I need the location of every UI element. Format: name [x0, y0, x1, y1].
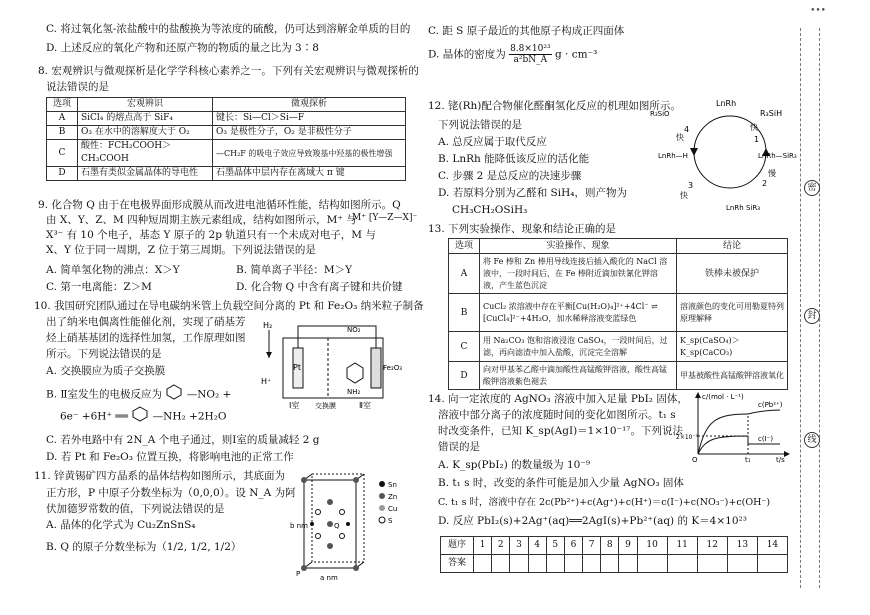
answer-cell[interactable] [619, 555, 637, 573]
cycle-product: R₃SiO [650, 110, 670, 118]
q9-option-a: A. 简单氢化物的沸点：X＞Y [46, 264, 180, 276]
q8-cell: A [47, 112, 78, 126]
q8-h0: 选项 [47, 98, 78, 112]
q11-b-frac: 1/2, 1/2, 1/2 [166, 541, 231, 553]
answer-cell[interactable] [510, 555, 528, 573]
answer-input-row [441, 555, 788, 573]
q13-cell: 用 Na₂CO₃ 饱和溶液浸泡 CaSO₄，一段时间后，过滤，再向滤渣中加入盐酸，沉淀完全溶解 [480, 332, 677, 362]
graph-xlabel: t/s [776, 456, 785, 464]
q12-stem-1: 12. 铑(Rh)配合物催化醛酮氢化反应的机理如图所示。 [428, 100, 681, 112]
q13-cell: 溶液颜色的变化可用勒夏特列原理解释 [677, 294, 788, 332]
table-row [47, 140, 406, 167]
legend-sn: Sn [388, 481, 397, 489]
table-row [449, 294, 788, 332]
q8-cell: 键长：Si—Cl＞Si—F [213, 112, 406, 126]
answer-num: 4 [528, 537, 546, 555]
q12-stem-2: 下列说法错误的是 [438, 119, 522, 131]
q11-d-text: D. 晶体的密度为 [428, 48, 506, 61]
table-row [449, 332, 788, 362]
answer-table [440, 536, 788, 573]
q13-header-row [449, 239, 788, 254]
answer-num: 2 [492, 537, 510, 555]
answer-cell[interactable] [546, 555, 564, 573]
q10-stem-4: 所示。下列说法错误的是 [46, 348, 162, 360]
q9-structure: M⁺ [Y—Z—X]⁻ [352, 213, 418, 223]
legend-cu: Cu [388, 505, 398, 513]
q12-option-c: C. 步骤 2 是总反应的决速步骤 [438, 170, 582, 182]
cycle-fast-3: 快 [676, 133, 684, 142]
q11-option-d [428, 44, 597, 65]
q8-cell: SiCl₄ 的熔点高于 SiF₄ [78, 112, 213, 126]
q9-stem-4: X、Y 位于同一周期，Z 位于第三周期。下列说法错误的是 [46, 244, 316, 256]
q11-crystal-diagram [290, 472, 410, 587]
q9-option-d: D. 化合物 Q 中含有离子键和共价键 [236, 281, 403, 293]
q11-stem-1: 11. 锌黄锡矿四方晶系的晶体结构如图所示，其底面为 [34, 470, 286, 482]
q8-header-row [47, 98, 406, 112]
q10-option-c: C. 若外电路中有 2N_A 个电子通过，则Ⅰ室的质量减轻 2 g [46, 434, 320, 446]
q10-option-b-2 [60, 406, 226, 427]
table-row [449, 362, 788, 390]
q14-option-a: A. K_sp(PbI₂) 的数量级为 10⁻⁹ [438, 459, 591, 471]
graph-pb-label: c(Pb²⁺) [758, 401, 783, 409]
fig-pt-label: Pt [293, 363, 301, 372]
q11-option-b: B. Q 的原子分数坐标为（1/2, 1/2, 1/2） [46, 541, 242, 553]
legend-s: S [388, 517, 393, 525]
answer-num: 12 [697, 537, 727, 555]
fig-p-label: P [296, 570, 301, 578]
answer-num: 5 [546, 537, 564, 555]
q8-cell: 酸性：FCH₂COOH＞CH₃COOH [78, 140, 213, 167]
seal-char-mi: 密 [804, 180, 820, 196]
q10-option-b-1 [46, 384, 231, 405]
cycle-rh-si: LnRh—SiR₃ [758, 152, 797, 160]
q11-option-a: A. 晶体的化学式为 Cu₂ZnSnS₄ [46, 519, 196, 531]
density-fraction [509, 44, 552, 65]
q10-option-d: D. 若 Pt 和 Fe₂O₃ 位置互换，将影响电池的正常工作 [46, 451, 294, 463]
q13-cell: 向对甲基苯乙醛中滴加酸性高锰酸钾溶液，酸性高锰酸钾溶液紫色褪去 [480, 362, 677, 390]
seal-char-xian: 线 [804, 432, 820, 448]
answer-num: 7 [583, 537, 601, 555]
q13-cell: 甲基被酸性高锰酸钾溶液氧化 [677, 362, 788, 390]
benzene-ring-icon [131, 406, 149, 427]
fig-no2-label: NO₂ [347, 326, 361, 334]
q11-stem-2: 正方形，P 中原子分数坐标为（0,0,0）。设 N_A 为阿 [46, 487, 296, 499]
answer-row2-label: 答案 [441, 555, 474, 573]
q10-stem-3: 烃上硝基基团的选择性加氢，工作原理如图 [46, 332, 246, 344]
q10-cell-diagram [255, 318, 415, 410]
answer-cell[interactable] [667, 555, 697, 573]
q10-stem-2: 出了纳米电偶离性能催化剂，实现了硝基芳 [46, 316, 246, 328]
seal-char-feng: 封 [804, 308, 820, 324]
fig-room2-label: Ⅱ室 [359, 401, 371, 410]
fig-membrane-label: 交换膜 [315, 402, 336, 410]
q8-stem-2: 说法错误的是 [46, 81, 109, 93]
q12-option-b: B. LnRh 能降低该反应的活化能 [438, 153, 590, 165]
legend-zn: Zn [388, 493, 398, 501]
answer-cell[interactable] [637, 555, 667, 573]
answer-cell[interactable] [601, 555, 619, 573]
q8-cell: C [47, 140, 78, 167]
answer-cell[interactable] [757, 555, 787, 573]
q13-h1: 实验操作、现象 [480, 239, 677, 254]
q14-stem-4: 错误的是 [438, 441, 480, 453]
fig-fe2o3-label: Fe₂O₃ [383, 364, 403, 372]
q12-cycle-diagram [650, 88, 797, 216]
answer-number-row [441, 537, 788, 555]
q8-h2: 微观探析 [213, 98, 406, 112]
q12-option-d-2: CH₃CH₂OSiH₃ [452, 204, 528, 216]
cycle-bottom-sir3: SiR₃ [746, 204, 761, 212]
graph-origin: O [692, 456, 698, 464]
table-row [449, 254, 788, 294]
answer-row1-label: 题序 [441, 537, 474, 555]
q9-stem-1: 9. 化合物 Q 由于在电极界面形成膜从而改进电池循环性能，结构如图所示。Q [38, 199, 401, 211]
q14-option-d: D. 反应 PbI₂(s)+2Ag⁺(aq)══2AgI(s)+Pb²⁺(aq) 的 K＝4×10²³ [438, 515, 747, 527]
q8-cell: —CH₂F 的吸电子效应导致羧基中羟基的极性增强 [213, 140, 406, 167]
q14-option-c: C. t₁ s 时，溶液中存在 2c(Pb²⁺)+c(Ag⁺)+c(H⁺)＝c(I⁻)+c(NO₃⁻)+c(OH⁻) [438, 497, 771, 508]
q8-cell: O₃ 在水中的溶解度大于 O₂ [78, 126, 213, 140]
q12-option-d-1: D. 若原料分别为乙醛和 SiH₄，则产物为 [438, 187, 627, 199]
q13-cell: 将 Fe 棒和 Zn 棒用导线连接后插入酸化的 NaCl 溶液中，一段时间后，在 Fe 棒附近滴加铁氰化钾溶液，产生蓝色沉淀 [480, 254, 677, 294]
cycle-lnrh-h: LnRh—H [658, 152, 688, 160]
answer-cell[interactable] [727, 555, 757, 573]
cycle-fast-2: 快 [680, 191, 688, 200]
q11-option-c: C. 距 S 原子最近的其他原子构成正四面体 [428, 25, 625, 37]
q14-stem-2: 溶液中部分离子的浓度随时间的变化如图所示。t₁ s [438, 409, 676, 421]
q13-h2: 结论 [677, 239, 788, 254]
q12-option-a: A. 总反应属于取代反应 [438, 136, 547, 148]
answer-num: 3 [510, 537, 528, 555]
prev-option-c: C. 将过氧化氢-浓盐酸中的盐酸换为等浓度的硫酸，仍可达到溶解金单质的目的 [46, 23, 411, 35]
answer-cell[interactable] [564, 555, 582, 573]
answer-num: 10 [637, 537, 667, 555]
fig-hplus-label: H⁺ [261, 377, 272, 386]
fig-b-label: b nm [290, 522, 308, 530]
cycle-slow: 慢 [768, 169, 776, 178]
q8-h1: 宏观辨识 [78, 98, 213, 112]
q13-cell: A [449, 254, 480, 294]
fig-room1-label: Ⅰ室 [289, 401, 300, 410]
answer-num: 13 [727, 537, 757, 555]
q9-option-c: C. 第一电离能：Z＞M [46, 281, 152, 293]
benzene-ring-icon [165, 384, 183, 405]
q8-cell: B [47, 126, 78, 140]
q9-option-b: B. 简单离子半径：M＞Y [236, 264, 353, 276]
graph-ylabel: c/(mol · L⁻¹) [702, 393, 744, 401]
cycle-step1: 1 [754, 135, 760, 144]
table-row [47, 126, 406, 140]
q10-b-nitro: —NO₂ + [186, 388, 232, 401]
prev-option-d: D. 上述反应的氧化产物和还原产物的物质的量之比为 3∶8 [46, 42, 319, 54]
q13-cell: C [449, 332, 480, 362]
cycle-fast: 快 [750, 123, 758, 132]
q13-cell: D [449, 362, 480, 390]
cycle-lnrh-top: LnRh [716, 99, 737, 108]
answer-num: 14 [757, 537, 787, 555]
answer-num: 11 [667, 537, 697, 555]
fig-nh2-label: NH₂ [347, 388, 361, 396]
answer-num: 8 [601, 537, 619, 555]
density-denominator: a²bN_A [513, 55, 548, 65]
q8-cell: D [47, 167, 78, 181]
q10-b-text: B. Ⅱ室发生的电极反应为 [46, 388, 163, 401]
density-numerator: 8.8×10²³ [510, 44, 551, 54]
cycle-step2: 2 [762, 179, 768, 188]
q8-stem-1: 8. 宏观辨识与微观探析是化学学科核心素养之一。下列有关宏观辨识与微观探析的 [38, 65, 419, 77]
q13-h0: 选项 [449, 239, 480, 254]
q8-cell: O₃ 是极性分子，O₂ 是非极性分子 [213, 126, 406, 140]
q9-stem-2: 由 X、Y、Z、M 四种短周期主族元素组成，结构如图所示，M⁺ 与 [46, 214, 357, 226]
graph-i-label: c(I⁻) [758, 435, 774, 443]
answer-cell[interactable] [474, 555, 492, 573]
q10-b-eq: 6e⁻ +6H⁺ ══ [60, 410, 128, 423]
q10-option-a: A. 交换膜应为质子交换膜 [46, 365, 166, 377]
answer-num: 9 [619, 537, 637, 555]
cycle-step3: 3 [688, 181, 694, 190]
q13-table [448, 238, 788, 390]
cycle-bottom-lnrh: LnRh [726, 204, 744, 212]
page-marks: ••• [810, 6, 826, 16]
q9-stem-3: X³⁻ 有 10 个电子，基态 Y 原子的 2p 轨道只有一个未成对电子，M 与 [46, 229, 376, 241]
table-row [47, 167, 406, 181]
answer-num: 6 [564, 537, 582, 555]
q13-cell: CuCl₂ 浓溶液中存在平衡[Cu(H₂O)₄]²⁺+4Cl⁻ ⇌ [CuCl₄]²⁻+4H₂O，加水稀释溶液变蓝绿色 [480, 294, 677, 332]
answer-cell[interactable] [492, 555, 510, 573]
q14-graph [676, 390, 794, 462]
answer-cell[interactable] [697, 555, 727, 573]
q8-cell: 石墨晶体中层内存在离域大 π 键 [213, 167, 406, 181]
q11-b-text: B. Q 的原子分数坐标为（ [46, 541, 167, 553]
fig-a-label: a nm [320, 574, 338, 582]
q13-stem: 13. 下列实验操作、现象和结论正确的是 [428, 223, 617, 235]
q8-table [46, 97, 406, 181]
graph-t1: t₁ [745, 456, 751, 464]
graph-ytick: 2×10⁻³ [676, 434, 699, 441]
q10-stem-1: 10. 我国研究团队通过在导电碳纳米管上负载空间分离的 Pt 和 Fe₂O₃ 纳米粒子制备 [34, 300, 424, 312]
q13-cell: B [449, 294, 480, 332]
q14-stem-3: 时改变条件，已知 K_sp(AgI)＝1×10⁻¹⁷。下列说法 [438, 425, 683, 437]
answer-cell[interactable] [583, 555, 601, 573]
q14-stem-1: 14. 向一定浓度的 AgNO₃ 溶液中加入足量 PbI₂ 固体， [428, 393, 688, 405]
answer-num: 1 [474, 537, 492, 555]
q14-option-b: B. t₁ s 时，改变的条件可能是加入少量 AgNO₃ 固体 [438, 477, 684, 489]
fig-h2-label: H₂ [263, 321, 273, 330]
fig-q-label: Q [334, 522, 340, 530]
density-unit: g · cm⁻³ [554, 48, 598, 61]
q11-stem-3: 伏加德罗常数的值，下列说法错误的是 [46, 503, 225, 515]
cycle-step4: 4 [684, 125, 690, 134]
cycle-r3sih: R₃SiH [760, 109, 783, 118]
q13-cell: K_sp(CaSO₄)＞K_sp(CaCO₃) [677, 332, 788, 362]
q13-cell: 铁棒未被保护 [677, 254, 788, 294]
answer-cell[interactable] [528, 555, 546, 573]
table-row [47, 112, 406, 126]
q8-cell: 石墨有类似金属晶体的导电性 [78, 167, 213, 181]
q10-b-amine: —NH₂ +2H₂O [152, 410, 227, 423]
